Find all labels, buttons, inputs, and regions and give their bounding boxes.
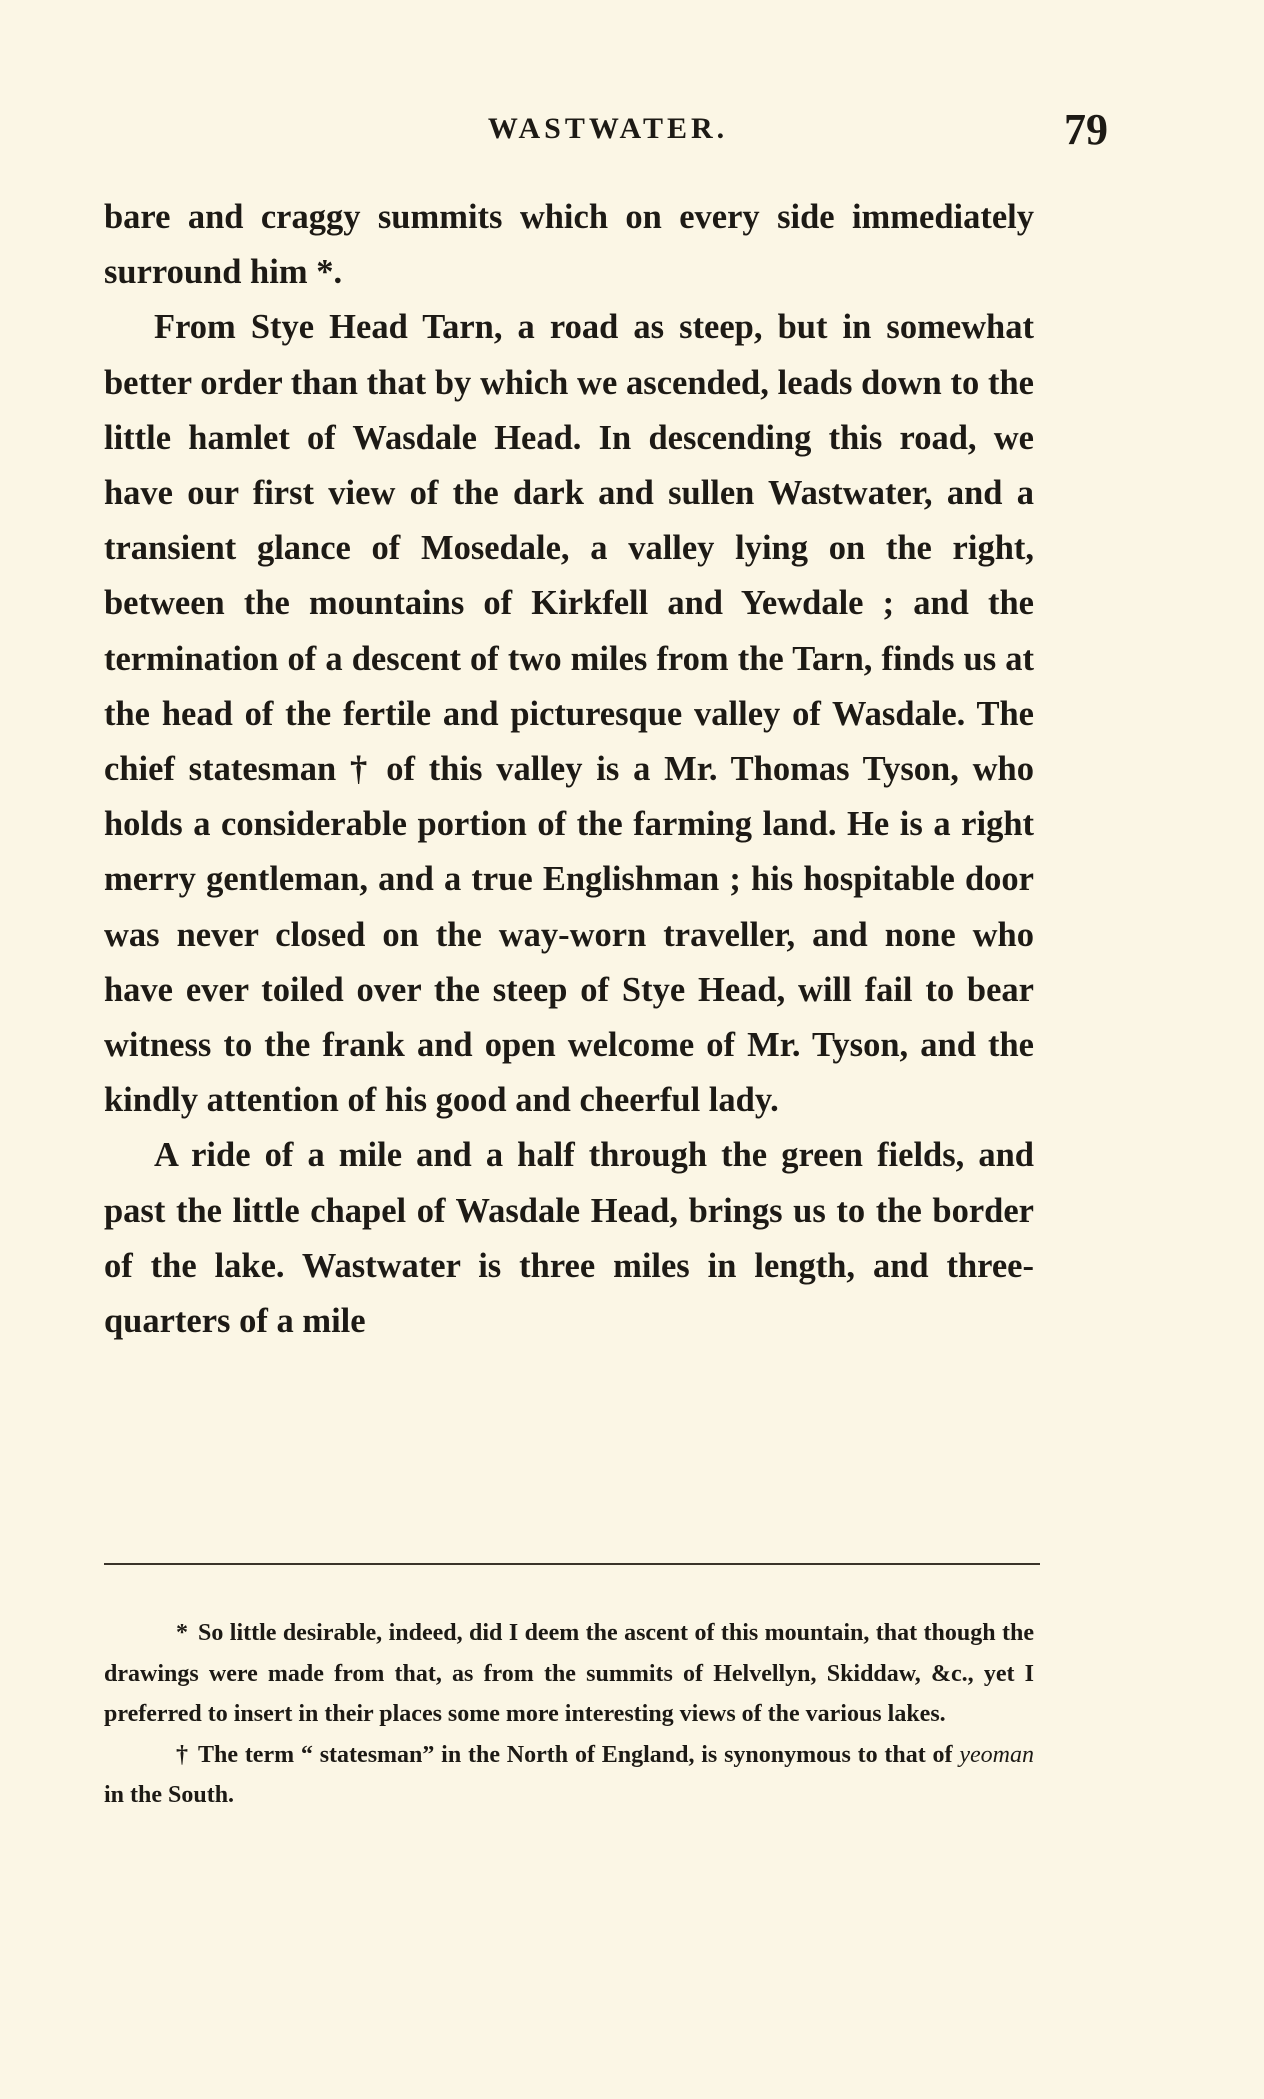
footnote-1-text: So little desirable, indeed, did I deem the ascent of this mountain, that though the drawings were made from that, as from the summits of Helvellyn, Skiddaw, &c., yet I preferred to insert in their places some more interesting views of the various lakes. (104, 1620, 1034, 1727)
footnote-2-text-before: The term “ statesman” in the North of England, is synonymous to that of (198, 1741, 953, 1768)
footnote-divider (104, 1563, 1040, 1565)
footnote-1 (104, 1613, 1034, 1735)
footnote-2 (104, 1735, 1034, 1816)
paragraph-2: From Stye Head Tarn, a road as steep, but in somewhat better order than that by which we ascended, leads down to the little hamlet of Wasdale Head. In descending this road, we have our first view of the dark and sullen Wastwater, and a transient glance of Mosedale, a valley lying on the right, between the mountains of Kirkfell and Yewdale ; and the termination of a descent of two miles from the Tarn, finds us at the head of the fertile and picturesque valley of Wasdale. The chief statesman † of this valley is a Mr. Thomas Tyson, who holds a considerable portion of the farming land. He is a right merry gentleman, and a true Englishman ; his hospitable door was never closed on the way-worn traveller, and none who have ever toiled over the steep of Stye Head, will fail to bear witness to the frank and open welcome of Mr. Tyson, and the kindly attention of his good and cheerful lady. (104, 308, 1034, 1120)
footnote-2-text-after: in the South. (104, 1782, 235, 1808)
running-title: WASTWATER. (487, 112, 729, 145)
footnote-2-italic: yeoman (959, 1741, 1034, 1768)
footnote-2-mark: † (176, 1741, 188, 1768)
paragraph-1: bare and craggy summits which on every side immediately surround him *. (104, 198, 1034, 292)
footnotes (104, 1613, 1034, 1816)
paragraph-3: A ride of a mile and a half through the green fields, and past the little chapel of Wasdale Head, brings us to the border of the lake. Wastwater is three miles in length, and three-quarters of a mile (104, 1136, 1034, 1341)
page-number: 79 (1064, 105, 1108, 154)
footnote-1-mark: * (176, 1620, 188, 1646)
page-header (108, 105, 1108, 162)
body-text (104, 190, 1034, 1349)
